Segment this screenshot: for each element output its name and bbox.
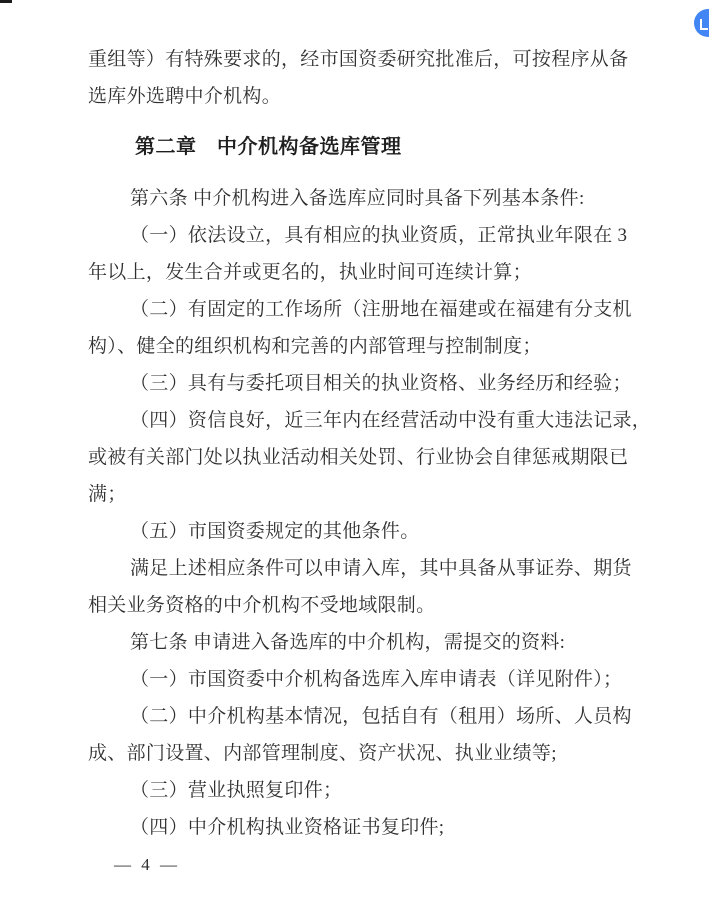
text-line: 第七条 申请进入备选库的中介机构，需提交的资料: xyxy=(130,632,566,653)
text-line: 选库外选聘中介机构。 xyxy=(88,86,282,107)
text-line: 满； xyxy=(88,484,127,505)
chapter-heading: 第二章 中介机构备选库管理 xyxy=(135,136,402,158)
text-line: （一）依法设立，具有相应的执业资质，正常执业年限在 3 xyxy=(130,225,628,246)
floating-button-icon xyxy=(700,19,708,30)
text-line: 年以上，发生合并或更名的，执业时间可连续计算； xyxy=(88,262,532,283)
text-line: （二）有固定的工作场所（注册地在福建或在福建有分支机 xyxy=(130,299,632,320)
text-line: （二）中介机构基本情况，包括自有（租用）场所、人员构 xyxy=(130,706,632,727)
text-line: （四）资信良好，近三年内在经营活动中没有重大违法记录， xyxy=(130,410,652,431)
text-line: （三）具有与委托项目相关的执业资格、业务经历和经验； xyxy=(130,373,632,394)
text-line: 满足上述相应条件可以申请入库，其中具备从事证券、期货 xyxy=(130,558,632,579)
text-line: （五）市国资委规定的其他条件。 xyxy=(130,521,420,542)
text-line: 相关业务资格的中介机构不受地域限制。 xyxy=(88,595,436,616)
text-line: （三）营业执照复印件； xyxy=(130,780,343,801)
document-content xyxy=(88,41,652,846)
page-number: — 4 — xyxy=(114,855,180,874)
text-line: 重组等）有特殊要求的，经市国资委研究批准后，可按程序从备 xyxy=(88,49,629,70)
text-line: 成、部门设置、内部管理制度、资产状况、执业业绩等; xyxy=(88,743,557,764)
text-line: （四）中介机构执业资格证书复印件; xyxy=(130,817,445,838)
text-line: 第六条 中介机构进入备选库应同时具备下列基本条件: xyxy=(130,188,585,209)
text-line: 构）、健全的组织机构和完善的内部管理与控制制度； xyxy=(88,336,542,357)
scan-artifact xyxy=(0,0,12,3)
floating-button[interactable] xyxy=(694,9,709,37)
text-line: （一）市国资委中介机构备选库入库申请表（详见附件）； xyxy=(130,669,623,690)
text-line: 或被有关部门处以执业活动相关处罚、行业协会自律惩戒期限已 xyxy=(88,447,629,468)
